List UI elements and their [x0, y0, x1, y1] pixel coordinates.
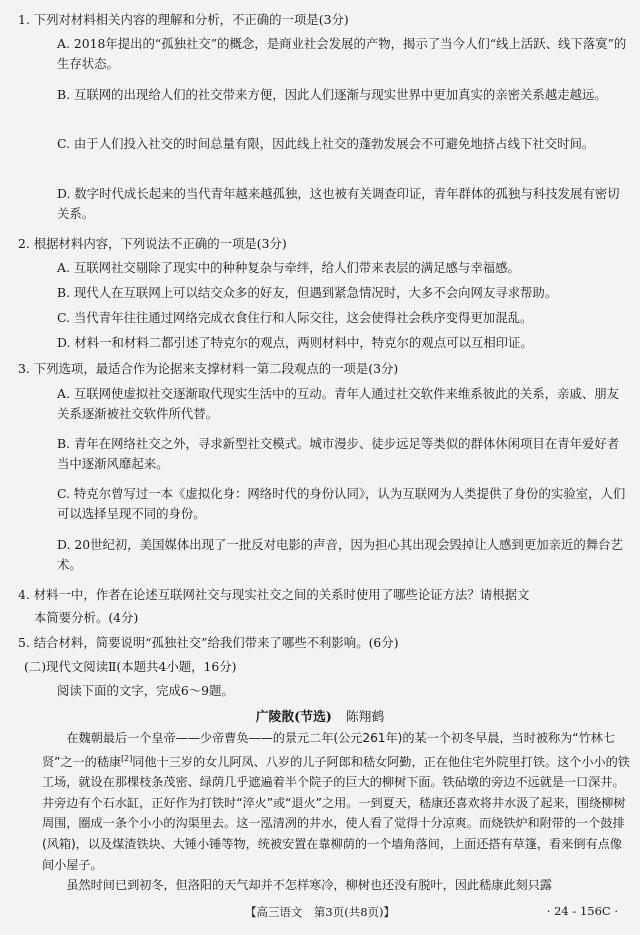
article-author: 陈翔鹤 — [345, 710, 385, 725]
footnote-marker: [2] — [121, 753, 133, 763]
question-1-stem: 1. 下列对材料相关内容的理解和分析，不正确的一项是(3分) — [18, 12, 349, 27]
question-2-option-b: B. 现代人在互联网上可以结交众多的好友，但遇到紧急情况时，大多不会向网友寻求帮助。 — [57, 285, 558, 300]
question-1-option-c: C. 由于人们投入社交的时间总量有限，因此线上社交的蓬勃发展会不可避免地挤占线下社交时间。 — [57, 136, 595, 151]
question-3-option-a: A. 互联网使虚拟社交逐渐取代现实生活中的互动。青年人通过社交软件来维系彼此的关系，亲戚、朋友关系逐渐被社交软件所代替。 — [57, 386, 620, 421]
question-2-stem: 2. 根据材料内容，下列说法不正确的一项是(3分) — [18, 236, 287, 251]
section-instruction: 阅读下面的文字，完成6～9题。 — [57, 683, 234, 698]
section-heading: (二)现代文阅读Ⅱ(本题共4小题，16分) — [24, 659, 237, 674]
page-number: 【高三语文 第3页(共8页)】 — [244, 905, 396, 919]
article-paragraph-2: 虽然时间已到初冬，但洛阳的天气却并不怎样寒冷，柳树也还没有脱叶，因此嵇康此刻只露 — [66, 878, 552, 892]
question-1-option-d: D. 数字时代成长起来的当代青年越来越孤独，这也被有关调查印证，青年群体的孤独与科技发展有密切关系。 — [57, 186, 620, 221]
question-4-line-2: 本简要分析。(4分) — [34, 610, 139, 625]
question-2-option-a: A. 互联网社交剔除了现实中的种种复杂与牵绊，给人们带来表层的满足感与幸福感。 — [57, 260, 520, 275]
article-paragraph-1-part-a: 在魏朝最后一个皇帝——少帝曹奂——的景元二年(公元261年)的某一个初冬早晨，当时被称为“竹林七贤”之一的嵇康 — [42, 731, 615, 769]
exam-code: · 24 - 156C · — [546, 904, 618, 918]
article-title-line — [0, 706, 640, 725]
question-2-option-d: D. 材料一和材料二都引述了特克尔的观点，两则材料中，特克尔的观点可以互相印证。 — [57, 335, 533, 350]
question-3-stem: 3. 下列选项，最适合作为论据来支撑材料一第二段观点的一项是(3分) — [18, 361, 399, 376]
question-1-option-a: A. 2018年提出的“孤独社交”的概念，是商业社会发展的产物，揭示了当今人们“线上活跃、线下落寞”的生存状态。 — [57, 36, 627, 71]
question-2-option-c: C. 当代青年往往通过网络完成衣食住行和人际交往，这会使得社会秩序变得更加混乱。 — [57, 310, 533, 325]
question-3-option-d: D. 20世纪初，美国媒体出现了一批反对电影的声音，因为担心其出现会毁掉让人感到更加亲近的舞台艺术。 — [57, 537, 623, 572]
article-title: 广陵散(节选) — [255, 710, 332, 725]
question-3-option-c: C. 特克尔曾写过一本《虚拟化身：网络时代的身份认同》，认为互联网为人类提供了身份的实验室，人们可以选择呈现不同的身份。 — [57, 486, 626, 521]
question-5-stem: 5. 结合材料，简要说明“孤独社交”给我们带来了哪些不利影响。(6分) — [18, 635, 399, 650]
question-4-line-1: 4. 材料一中，作者在论述互联网社交与现实社交之间的关系时使用了哪些论证方法？请根据文 — [18, 587, 530, 602]
question-3-option-b: B. 青年在网络社交之外，寻求新型社交模式。城市漫步、徒步远足等类似的群体休闲项目在青年爱好者当中逐渐风靡起来。 — [57, 436, 620, 471]
article-paragraph-1 — [42, 728, 632, 875]
question-1-option-b: B. 互联网的出现给人们的社交带来方便，因此人们逐渐与现实世界中更加真实的亲密关系越走越远。 — [57, 87, 607, 102]
article-paragraph-1-part-b: 同他十三岁的女儿阿凤、八岁的儿子阿郎和嵇女阿勤，正在他住宅外院里打铁。这个小小的铁工场，就设在那棵枝条茂密、绿荫几乎遮遍着半个院子的巨大的柳树下面。铁砧墩的旁边不远就是一口深井。井旁边有个石水缸，正好作为打铁时“淬火”或“退火”之用。一到夏天，嵇康还喜欢将井水汲了起来，围绕柳树周围，圈成一条个小小的沟渠里去。这一泓清冽的井水，使人看了觉得十分凉爽。而烧铁炉和附带的一个鼓排(风箱)，以及煤渣铁块、大锤小锤等物，统被安置在靠柳荫的一个墙角落间，上面还搭有草篷，看来倒有点像间小屋子。 — [42, 754, 630, 872]
